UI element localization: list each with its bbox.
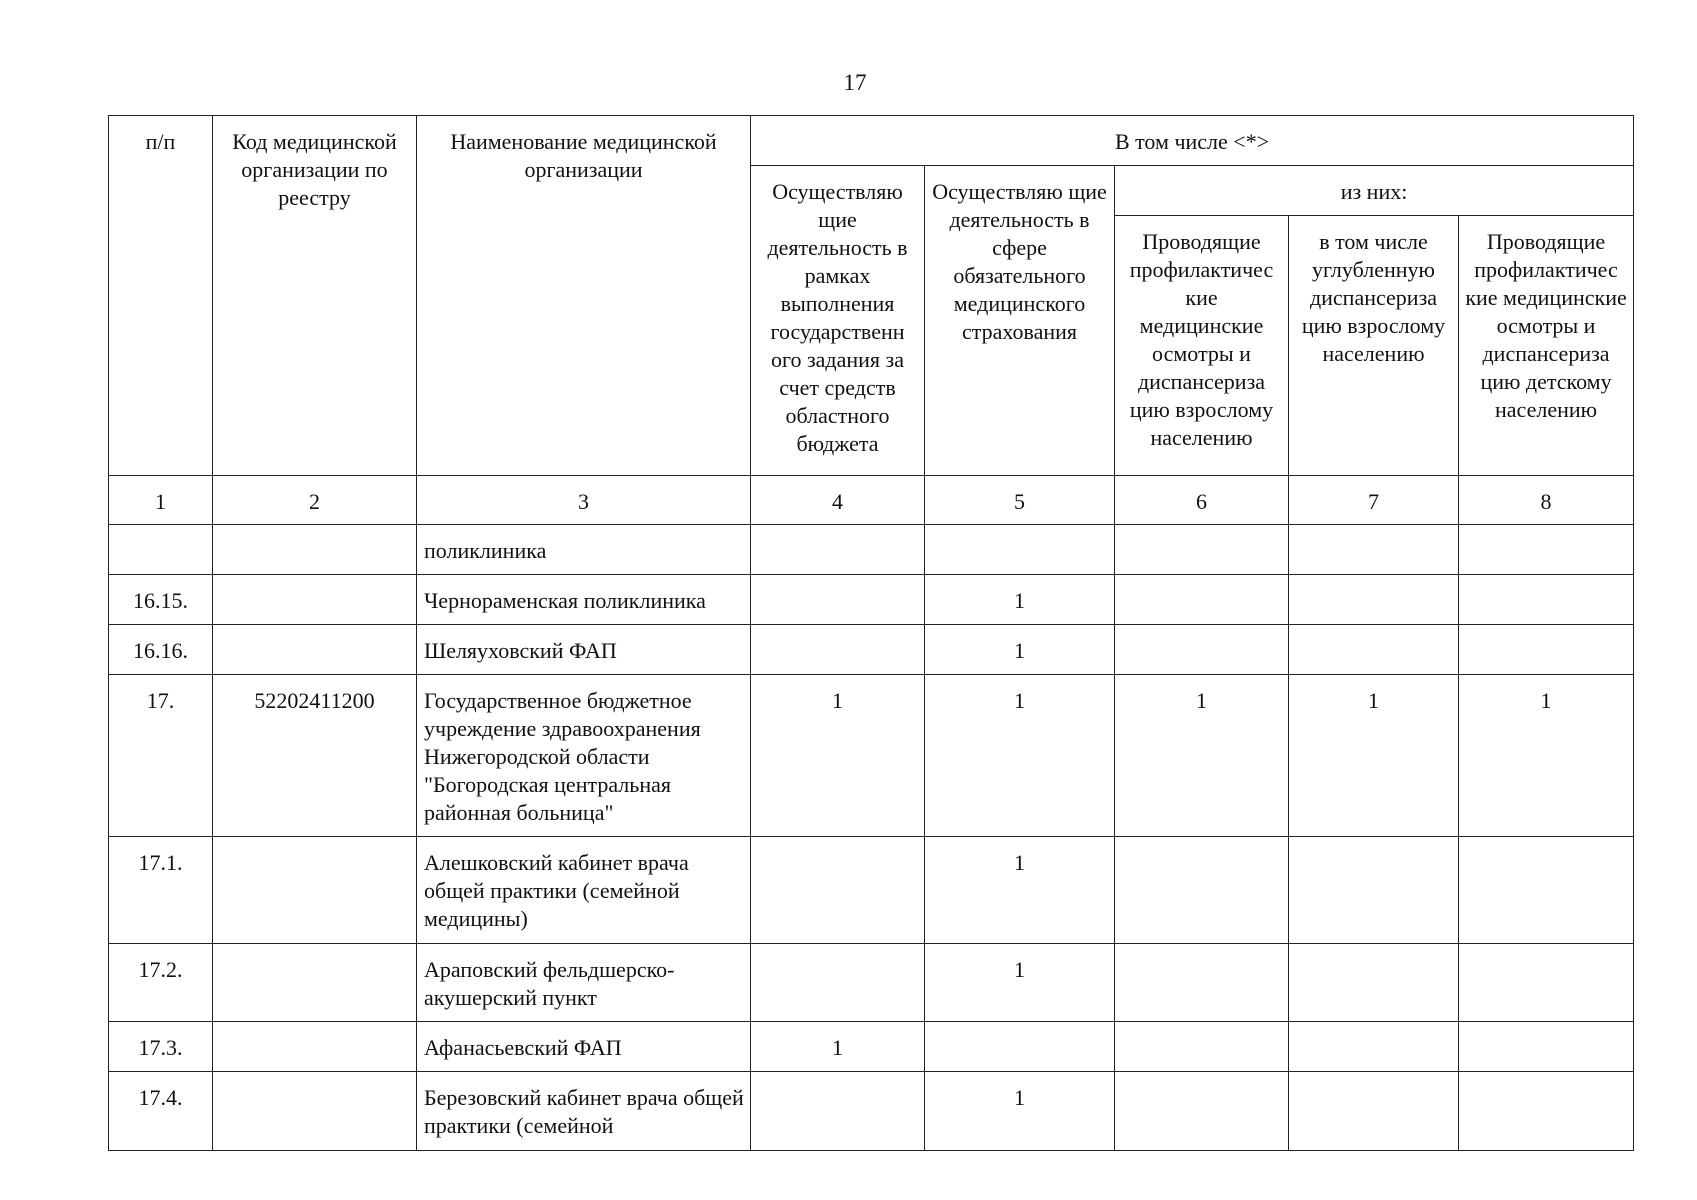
row-col8 — [1459, 1072, 1634, 1151]
row-col5 — [925, 525, 1115, 575]
header-col8: Проводящие профилактичес кие медицинские осмотры и диспансериза цию детскому населению — [1459, 216, 1634, 476]
row-name: Березовский кабинет врача общей практики (семейной — [417, 1072, 751, 1151]
row-col6: 1 — [1115, 675, 1289, 837]
column-numbers-row — [109, 476, 1634, 525]
row-col8 — [1459, 837, 1634, 944]
row-num: 17.4. — [109, 1072, 213, 1151]
row-name: поликлиника — [417, 525, 751, 575]
column-number: 6 — [1115, 476, 1289, 525]
header-row — [109, 116, 1634, 166]
table-row — [109, 625, 1634, 675]
row-col4 — [751, 1072, 925, 1151]
page-number: 17 — [843, 70, 867, 95]
row-name: Алешковский кабинет врача общей практики (семейной медицины) — [417, 837, 751, 944]
row-code — [213, 944, 417, 1022]
row-col5: 1 — [925, 675, 1115, 837]
table-row — [109, 1022, 1634, 1072]
row-col6 — [1115, 837, 1289, 944]
row-col4 — [751, 944, 925, 1022]
column-number: 7 — [1289, 476, 1459, 525]
row-code — [213, 1072, 417, 1151]
row-col5: 1 — [925, 1072, 1115, 1151]
column-number: 2 — [213, 476, 417, 525]
header-subgroup: из них: — [1115, 166, 1634, 216]
row-col8 — [1459, 525, 1634, 575]
header-col5: Осуществляю щие деятельность в сфере обязательного медицинского страхования — [925, 166, 1115, 476]
row-col7 — [1289, 575, 1459, 625]
row-num: 16.16. — [109, 625, 213, 675]
row-code: 52202411200 — [213, 675, 417, 837]
header-num: п/п — [109, 116, 213, 476]
row-col7: 1 — [1289, 675, 1459, 837]
header-col7: в том числе углубленную диспансериза цию взрослому населению — [1289, 216, 1459, 476]
row-num: 16.15. — [109, 575, 213, 625]
row-col8 — [1459, 1022, 1634, 1072]
row-col5: 1 — [925, 837, 1115, 944]
row-col8 — [1459, 625, 1634, 675]
row-col6 — [1115, 525, 1289, 575]
row-code — [213, 625, 417, 675]
row-col5 — [925, 1022, 1115, 1072]
row-col6 — [1115, 575, 1289, 625]
row-col6 — [1115, 944, 1289, 1022]
row-col4 — [751, 525, 925, 575]
column-number: 4 — [751, 476, 925, 525]
row-col7 — [1289, 1022, 1459, 1072]
header-name: Наименование медицинской организации — [417, 116, 751, 476]
row-col7 — [1289, 944, 1459, 1022]
row-col4 — [751, 575, 925, 625]
row-col8 — [1459, 944, 1634, 1022]
row-num: 17.3. — [109, 1022, 213, 1072]
row-col6 — [1115, 625, 1289, 675]
row-col8: 1 — [1459, 675, 1634, 837]
row-code — [213, 525, 417, 575]
header-col6: Проводящие профилактичес кие медицинские осмотры и диспансериза цию взрослому населению — [1115, 216, 1289, 476]
row-num: 17.2. — [109, 944, 213, 1022]
header-group: В том числе <*> — [751, 116, 1634, 166]
row-col4: 1 — [751, 675, 925, 837]
row-col7 — [1289, 525, 1459, 575]
table-row — [109, 525, 1634, 575]
row-name: Араповский фельдшерско-акушерский пункт — [417, 944, 751, 1022]
table-row — [109, 575, 1634, 625]
row-name: Чернораменская поликлиника — [417, 575, 751, 625]
row-code — [213, 837, 417, 944]
row-code — [213, 575, 417, 625]
row-num: 17.1. — [109, 837, 213, 944]
row-col4 — [751, 837, 925, 944]
table-row — [109, 675, 1634, 837]
registry-table — [108, 115, 1634, 1151]
row-name: Шеляуховский ФАП — [417, 625, 751, 675]
row-col5: 1 — [925, 575, 1115, 625]
row-code — [213, 1022, 417, 1072]
row-col8 — [1459, 575, 1634, 625]
table-row — [109, 944, 1634, 1022]
row-name: Афанасьевский ФАП — [417, 1022, 751, 1072]
column-number: 8 — [1459, 476, 1634, 525]
table-row — [109, 1072, 1634, 1151]
header-col4: Осуществляю щие деятельность в рамках выполнения государственн ого задания за счет средств областного бюджета — [751, 166, 925, 476]
row-name: Государственное бюджетное учреждение здравоохранения Нижегородской области "Богородская центральная районная больница" — [417, 675, 751, 837]
row-col7 — [1289, 837, 1459, 944]
row-col6 — [1115, 1072, 1289, 1151]
header-code: Код медицинской организации по реестру — [213, 116, 417, 476]
row-col5: 1 — [925, 944, 1115, 1022]
row-col7 — [1289, 625, 1459, 675]
row-num — [109, 525, 213, 575]
row-num: 17. — [109, 675, 213, 837]
row-col4 — [751, 625, 925, 675]
column-number: 5 — [925, 476, 1115, 525]
column-number: 3 — [417, 476, 751, 525]
row-col6 — [1115, 1022, 1289, 1072]
row-col7 — [1289, 1072, 1459, 1151]
table-row — [109, 837, 1634, 944]
row-col4: 1 — [751, 1022, 925, 1072]
row-col5: 1 — [925, 625, 1115, 675]
column-number: 1 — [109, 476, 213, 525]
